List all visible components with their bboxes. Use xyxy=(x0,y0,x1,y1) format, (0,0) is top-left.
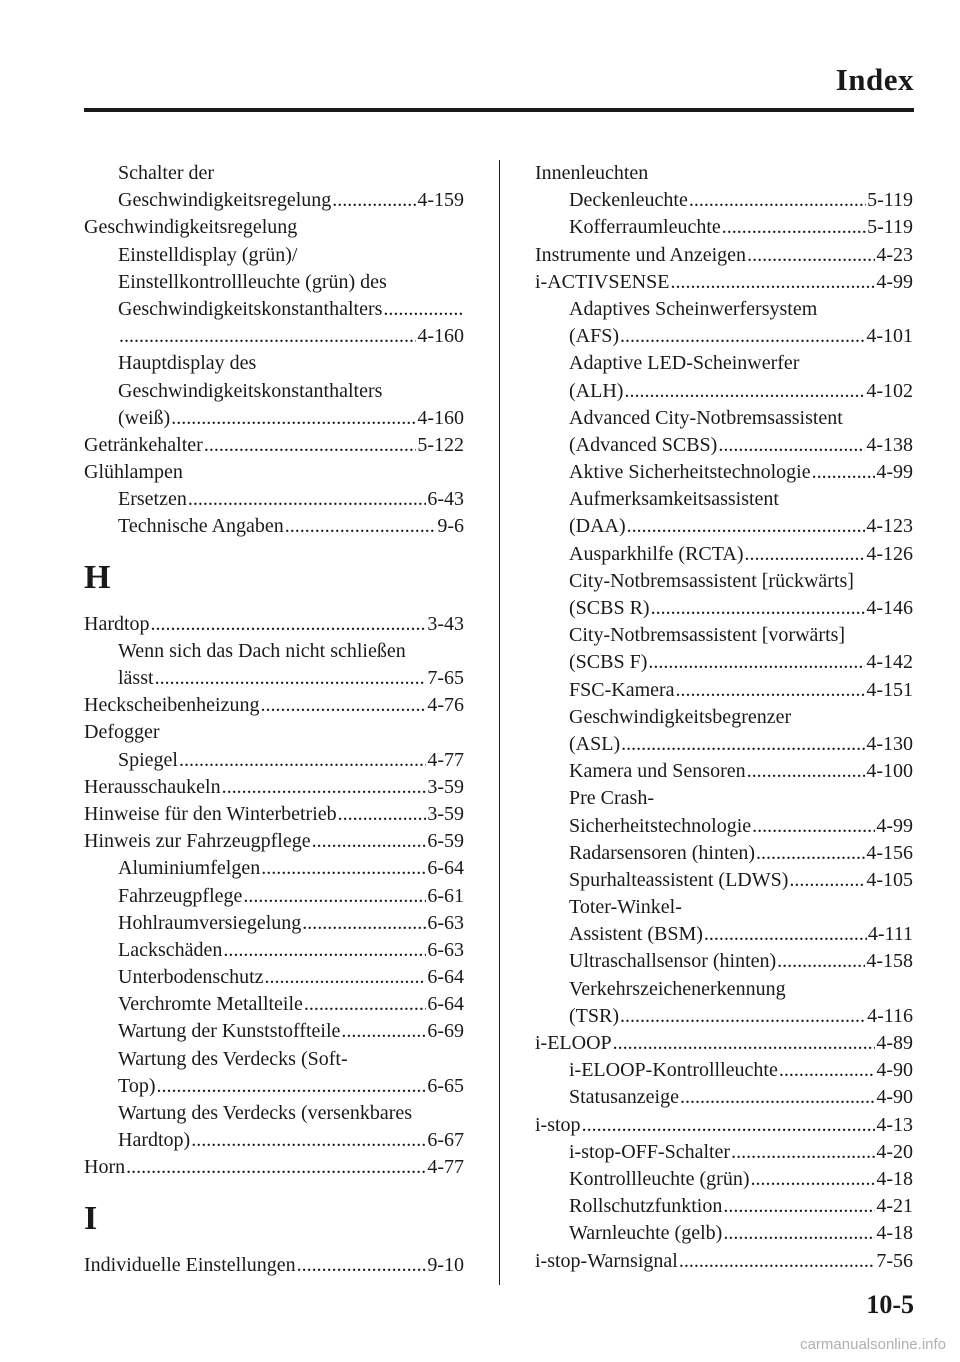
entry-text: Einstelldisplay (grün)/ xyxy=(118,243,298,266)
index-subentry xyxy=(535,813,913,840)
entry-text: Fahrzeugpflege xyxy=(118,884,243,907)
entry-text: Hardtop) xyxy=(118,1129,191,1152)
leader-dots xyxy=(744,541,865,568)
leader-dots xyxy=(155,665,427,692)
page-reference: 3-59 xyxy=(427,775,464,798)
entry-text: Toter-Winkel- xyxy=(569,896,682,919)
index-subentry xyxy=(535,214,913,241)
page-reference: 7-56 xyxy=(876,1249,913,1272)
index-subentry xyxy=(535,867,913,894)
index-column-right xyxy=(535,160,913,1275)
page-reference: 4-130 xyxy=(866,732,913,755)
index-subentry xyxy=(84,665,464,692)
page-reference: 4-21 xyxy=(876,1195,913,1218)
entry-text: Wartung des Verdecks (versenkbares xyxy=(118,1102,413,1124)
index-subentry xyxy=(84,1046,464,1073)
entry-text: Geschwindigkeitskonstanthalters xyxy=(118,379,383,402)
entry-text: Horn xyxy=(84,1156,126,1179)
entry-text: (weiß) xyxy=(118,406,171,429)
entry-text: Geschwindigkeitskonstanthalters xyxy=(118,297,383,320)
leader-dots xyxy=(651,595,866,622)
page-reference: 4-76 xyxy=(427,694,464,717)
page-reference: 9-10 xyxy=(427,1253,464,1276)
index-entry xyxy=(84,459,464,486)
section-letter: I xyxy=(84,1199,98,1237)
leader-dots xyxy=(223,937,426,964)
leader-dots xyxy=(297,1252,427,1279)
index-subentry xyxy=(535,785,913,812)
index-subentry xyxy=(535,1193,913,1220)
index-subentry xyxy=(84,296,464,323)
leader-dots xyxy=(582,1112,876,1139)
leader-dots xyxy=(723,1193,875,1220)
leader-dots xyxy=(171,405,416,432)
index-subentry xyxy=(535,323,913,350)
entry-text: lässt xyxy=(118,667,154,689)
entry-text: Aufmerksamkeitsassistent xyxy=(569,488,779,511)
index-subentry xyxy=(535,840,913,867)
index-subentry xyxy=(84,855,464,882)
leader-dots xyxy=(260,692,426,719)
entry-text: Warnleuchte (gelb) xyxy=(569,1222,723,1245)
index-subentry xyxy=(84,910,464,937)
entry-text: Aktive Sicherheitstechnologie xyxy=(569,461,811,484)
page-reference: 5-119 xyxy=(867,216,913,239)
entry-text: Geschwindigkeitsregelung xyxy=(84,216,298,239)
entry-text: City-Notbremsassistent [vorwärts] xyxy=(569,624,846,647)
leader-dots xyxy=(332,187,416,214)
index-subentry xyxy=(84,1100,464,1127)
entry-text: Adaptives Scheinwerfersystem xyxy=(569,297,818,320)
leader-dots xyxy=(261,855,426,882)
leader-dots xyxy=(777,948,865,975)
page-reference: 6-59 xyxy=(427,830,464,853)
index-entry xyxy=(84,801,464,828)
index-entry xyxy=(84,828,464,855)
index-subentry xyxy=(84,269,464,296)
leader-dots xyxy=(718,432,865,459)
entry-text: Heckscheibenheizung xyxy=(84,694,260,717)
index-subentry xyxy=(535,350,913,377)
leader-dots xyxy=(119,323,416,350)
leader-dots xyxy=(621,731,865,758)
entry-text: Kontrollleuchte (grün) xyxy=(569,1167,750,1190)
index-subentry xyxy=(84,323,464,350)
index-subentry xyxy=(84,1073,464,1100)
entry-text: Hohlraumversiegelung xyxy=(118,911,302,934)
index-subentry xyxy=(535,1084,913,1111)
index-subentry xyxy=(84,242,464,269)
index-subentry xyxy=(84,1127,464,1154)
entry-text: Individuelle Einstellungen xyxy=(84,1253,296,1276)
leader-dots xyxy=(624,378,865,405)
page-reference: 5-122 xyxy=(417,433,464,456)
leader-dots xyxy=(747,758,866,785)
leader-dots xyxy=(613,1030,876,1057)
index-subentry xyxy=(535,1166,913,1193)
entry-text: Getränkehalter xyxy=(84,433,203,456)
index-subentry xyxy=(84,937,464,964)
leader-dots xyxy=(302,910,426,937)
entry-text: Adaptive LED-Scheinwerfer xyxy=(569,352,800,375)
entry-text: Radarsensoren (hinten) xyxy=(569,841,756,864)
index-subentry xyxy=(84,991,464,1018)
index-entry xyxy=(84,214,464,241)
page-reference: 4-99 xyxy=(876,461,913,484)
index-subentry xyxy=(535,921,913,948)
index-subentry xyxy=(535,948,913,975)
index-subentry xyxy=(535,1139,913,1166)
entry-text: Kamera und Sensoren xyxy=(569,760,746,783)
index-entry xyxy=(535,242,913,269)
index-subentry xyxy=(535,405,913,432)
leader-dots xyxy=(620,323,865,350)
page-reference: 4-142 xyxy=(866,651,913,674)
index-subentry xyxy=(84,350,464,377)
leader-dots xyxy=(179,747,426,774)
page-reference: 4-18 xyxy=(876,1167,913,1190)
leader-dots xyxy=(648,649,865,676)
entry-text: Hardtop xyxy=(84,612,150,635)
leader-dots xyxy=(676,677,866,704)
page-reference: 6-64 xyxy=(427,993,464,1016)
page-reference: 4-160 xyxy=(417,406,464,429)
leader-dots xyxy=(191,1127,426,1154)
entry-text: (AFS) xyxy=(569,325,620,348)
leader-dots xyxy=(627,513,866,540)
index-subentry xyxy=(535,704,913,731)
entry-text: (TSR) xyxy=(569,1004,619,1027)
entry-text: Hinweis zur Fahrzeugpflege xyxy=(84,830,311,853)
index-subentry xyxy=(535,1220,913,1247)
entry-text: Pre Crash- xyxy=(569,787,654,810)
index-entry xyxy=(84,1154,464,1181)
index-entry xyxy=(84,432,464,459)
page-reference: 4-99 xyxy=(876,270,913,293)
page-reference: 4-158 xyxy=(866,950,913,973)
index-subentry xyxy=(535,513,913,540)
leader-dots xyxy=(751,1166,876,1193)
index-subentry xyxy=(84,405,464,432)
leader-dots xyxy=(779,1057,875,1084)
index-subentry xyxy=(535,432,913,459)
index-entry xyxy=(535,1030,913,1057)
index-subentry xyxy=(535,568,913,595)
leader-dots xyxy=(151,611,427,638)
page-reference: 4-90 xyxy=(876,1059,913,1082)
entry-text: Assistent (BSM) xyxy=(569,923,703,946)
page-reference: 6-69 xyxy=(427,1020,464,1043)
leader-dots xyxy=(285,513,437,540)
index-subentry xyxy=(535,541,913,568)
leader-dots xyxy=(620,1003,866,1030)
index-entry xyxy=(535,269,913,296)
index-subentry xyxy=(535,595,913,622)
leader-dots xyxy=(341,1018,426,1045)
page-reference: 7-65 xyxy=(427,667,464,689)
page-reference: 4-23 xyxy=(876,243,913,266)
index-subentry xyxy=(535,378,913,405)
entry-text: Geschwindigkeitsbegrenzer xyxy=(569,705,792,728)
page-reference: 6-67 xyxy=(427,1129,464,1152)
page-reference: 4-160 xyxy=(417,325,464,348)
leader-dots xyxy=(156,1073,426,1100)
index-subentry xyxy=(535,1003,913,1030)
index-subentry xyxy=(84,378,464,405)
entry-text: Verchromte Metallteile xyxy=(118,993,303,1016)
index-subentry xyxy=(535,894,913,921)
leader-dots xyxy=(812,459,876,486)
index-subentry xyxy=(535,459,913,486)
leader-dots xyxy=(680,1084,875,1111)
page-reference: 4-105 xyxy=(866,868,913,891)
page-reference: 4-90 xyxy=(876,1086,913,1109)
leader-dots xyxy=(689,187,866,214)
page-reference: 4-111 xyxy=(867,923,913,946)
entry-text: i-stop-OFF-Schalter xyxy=(569,1140,731,1163)
page-reference: 4-151 xyxy=(866,678,913,701)
entry-text: Technische Angaben xyxy=(118,515,284,538)
entry-text: Glühlampen xyxy=(84,461,183,484)
entry-text: (SCBS R) xyxy=(569,597,650,619)
entry-text: Einstellkontrollleuchte (grün) des xyxy=(118,270,387,293)
page-reference: 6-63 xyxy=(427,938,464,961)
leader-dots xyxy=(243,883,426,910)
leader-dots xyxy=(752,813,875,840)
page-reference: 3-59 xyxy=(427,802,464,825)
page-reference: 6-43 xyxy=(427,488,464,511)
page-reference: 6-63 xyxy=(427,911,464,934)
entry-text: (ALH) xyxy=(569,379,624,402)
index-subentry xyxy=(535,731,913,758)
entry-text: Wartung des Verdecks (Soft- xyxy=(118,1047,348,1070)
leader-dots xyxy=(383,296,463,323)
entry-text: Ultraschallsensor (hinten) xyxy=(569,950,777,973)
leader-dots xyxy=(204,432,417,459)
entry-text: Advanced City-Notbremsassistent xyxy=(569,406,843,429)
entry-text: i-ELOOP-Kontrollleuchte xyxy=(569,1059,778,1082)
leader-dots xyxy=(704,921,867,948)
entry-text: (ASL) xyxy=(569,732,621,755)
page-reference: 4-77 xyxy=(427,1156,464,1179)
leader-dots xyxy=(222,774,427,801)
leader-dots xyxy=(265,964,427,991)
entry-text: Wenn sich das Dach nicht schließen xyxy=(118,639,406,662)
page-number: 10-5 xyxy=(866,1290,914,1319)
index-subentry xyxy=(535,486,913,513)
leader-dots xyxy=(312,828,427,855)
entry-text: Spurhalteassistent (LDWS) xyxy=(569,868,789,891)
entry-text: FSC-Kamera xyxy=(569,678,675,701)
index-subentry xyxy=(84,486,464,513)
section-letter: H xyxy=(84,558,111,596)
index-subentry xyxy=(535,1057,913,1084)
entry-text: Lackschäden xyxy=(118,938,223,961)
index-entry xyxy=(84,692,464,719)
index-subentry xyxy=(84,187,464,214)
index-entry xyxy=(535,1112,913,1139)
page-reference: 4-138 xyxy=(866,433,913,456)
entry-text: Geschwindigkeitsregelung xyxy=(118,189,332,212)
index-subentry xyxy=(84,964,464,991)
index-subentry xyxy=(84,160,464,187)
page-reference: 4-18 xyxy=(876,1222,913,1245)
entry-text: Rollschutzfunktion xyxy=(569,1195,723,1218)
page-reference: 3-43 xyxy=(427,612,464,635)
index-column-left xyxy=(84,160,464,1279)
index-entry xyxy=(84,719,464,746)
leader-dots xyxy=(188,486,426,513)
watermark: carmanualsonline.info xyxy=(800,1336,946,1353)
entry-text: Sicherheitstechnologie xyxy=(569,814,752,837)
page-reference: 4-146 xyxy=(866,597,913,619)
page-reference: 4-126 xyxy=(866,542,913,565)
leader-dots xyxy=(789,867,865,894)
page-reference: 4-102 xyxy=(866,379,913,402)
index-subentry xyxy=(84,513,464,540)
entry-text: i-stop xyxy=(535,1113,581,1136)
entry-text: (DAA) xyxy=(569,515,626,538)
index-entry xyxy=(84,611,464,638)
entry-text: Deckenleuchte xyxy=(569,189,688,212)
entry-text: Herausschaukeln xyxy=(84,775,221,798)
page-reference: 4-101 xyxy=(866,325,913,348)
entry-text: Spiegel xyxy=(118,748,178,771)
entry-text: Statusanzeige xyxy=(569,1086,679,1109)
leader-dots xyxy=(304,991,426,1018)
page-reference: 6-65 xyxy=(427,1074,464,1097)
entry-text: Ausparkhilfe (RCTA) xyxy=(569,542,744,565)
entry-text: City-Notbremsassistent [rückwärts] xyxy=(569,569,854,592)
page-reference: 4-156 xyxy=(866,841,913,864)
leader-dots xyxy=(747,242,875,269)
index-entry xyxy=(84,1252,464,1279)
page-reference: 4-77 xyxy=(427,748,464,771)
page-reference: 6-64 xyxy=(427,857,464,880)
index-subentry xyxy=(535,758,913,785)
entry-text: Verkehrszeichenerkennung xyxy=(569,977,786,1000)
index-entry xyxy=(535,160,913,187)
index-subentry xyxy=(84,883,464,910)
page-reference: 9-6 xyxy=(437,515,464,538)
entry-text: Defogger xyxy=(84,721,160,744)
page-title: Index xyxy=(835,62,914,97)
page-reference: 4-20 xyxy=(876,1140,913,1163)
index-entry xyxy=(535,1248,913,1275)
entry-text: Innenleuchten xyxy=(535,162,649,184)
entry-text: (Advanced SCBS) xyxy=(569,433,718,456)
entry-text: Unterbodenschutz xyxy=(118,966,264,989)
entry-text: (SCBS F) xyxy=(569,651,648,674)
entry-text: i-stop-Warnsignal xyxy=(535,1249,678,1272)
index-subentry xyxy=(535,677,913,704)
entry-text: i-ELOOP xyxy=(535,1032,612,1054)
page-reference: 4-123 xyxy=(866,515,913,538)
entry-text: Wartung der Kunststoffteile xyxy=(118,1020,341,1043)
index-subentry xyxy=(535,622,913,649)
page-reference: 6-61 xyxy=(427,884,464,907)
index-subentry xyxy=(535,649,913,676)
leader-dots xyxy=(338,801,427,828)
leader-dots xyxy=(670,269,875,296)
index-subentry xyxy=(535,187,913,214)
page-reference: 4-100 xyxy=(866,760,913,783)
entry-text: i-ACTIVSENSE xyxy=(535,270,670,293)
leader-dots xyxy=(756,840,865,867)
entry-text: Kofferraumleuchte xyxy=(569,216,721,239)
index-subentry xyxy=(535,296,913,323)
entry-text: Schalter der xyxy=(118,162,215,184)
leader-dots xyxy=(722,214,866,241)
index-subentry xyxy=(84,638,464,665)
page-reference: 4-89 xyxy=(876,1032,913,1054)
leader-dots xyxy=(679,1248,876,1275)
page-reference: 5-119 xyxy=(867,189,913,212)
index-subentry xyxy=(535,976,913,1003)
column-divider xyxy=(499,160,500,1285)
page-reference: 4-159 xyxy=(417,189,464,212)
page-reference: 4-116 xyxy=(867,1004,913,1027)
index-entry xyxy=(84,774,464,801)
entry-text: Aluminiumfelgen xyxy=(118,857,261,880)
header-rule xyxy=(84,108,914,112)
leader-dots xyxy=(723,1220,875,1247)
entry-text: Instrumente und Anzeigen xyxy=(535,243,747,266)
entry-text: Hinweise für den Winterbetrieb xyxy=(84,802,337,825)
page-reference: 4-13 xyxy=(876,1113,913,1136)
index-subentry xyxy=(84,1018,464,1045)
entry-text: Hauptdisplay des xyxy=(118,352,257,375)
entry-text: Ersetzen xyxy=(118,488,187,511)
page-reference: 4-99 xyxy=(876,814,913,837)
leader-dots xyxy=(126,1154,426,1181)
index-subentry xyxy=(84,747,464,774)
leader-dots xyxy=(731,1139,875,1166)
entry-text: Top) xyxy=(118,1074,156,1097)
page-reference: 6-64 xyxy=(427,966,464,989)
